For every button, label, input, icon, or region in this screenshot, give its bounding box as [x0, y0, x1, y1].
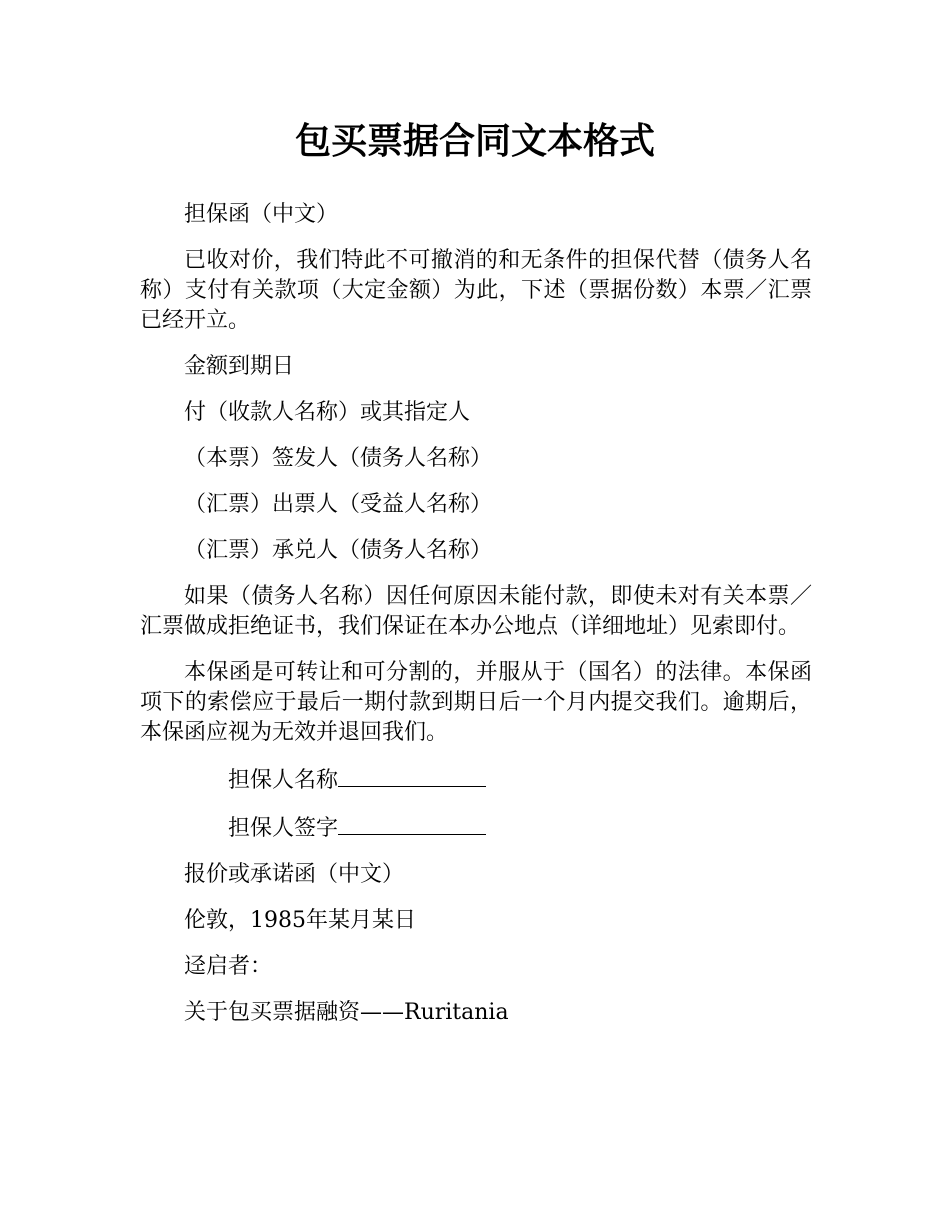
blank-line — [338, 764, 486, 787]
document-body — [140, 200, 812, 1044]
paragraph-date-line: 伦敦，1985年某月某日 — [184, 908, 416, 933]
paragraph-offer-letter-heading: 报价或承诺函（中文） — [184, 862, 405, 887]
paragraph-transfer-clause: 本保函是可转让和可分割的，并服从于（国名）的法律。本保函项下的索偿应于最后一期付款到期日后一个月内提交我们。逾期后，本保函应视为无效并退回我们。 — [140, 660, 812, 745]
paragraph-guarantee-statement: 已收对价，我们特此不可撤消的和无条件的担保代替（债务人名称）支付有关款项（大定金额）为此，下述（票据份数）本票／汇票已经开立。 — [140, 248, 812, 333]
signature-field-label: 担保人名称 — [228, 768, 339, 793]
signature-field-label: 担保人签字 — [228, 816, 339, 841]
paragraph-salutation: 迳启者： — [184, 954, 273, 979]
paragraph-default-clause: 如果（债务人名称）因任何原因未能付款，即使未对有关本票／汇票做成拒绝证书，我们保证在本办公地点（详细地址）见索即付。 — [140, 584, 812, 639]
paragraph-issuer: （本票）签发人（债务人名称） — [184, 446, 493, 471]
paragraph-subject-line: 关于包买票据融资——Ruritania — [184, 1000, 509, 1025]
signature-field-guarantor-signature — [140, 812, 812, 844]
paragraph-acceptor: （汇票）承兑人（债务人名称） — [184, 538, 493, 563]
document-title: 包买票据合同文本格式 — [294, 121, 655, 162]
signature-field-guarantor-name — [140, 764, 812, 796]
paragraph-guarantee-heading: 担保函（中文） — [184, 202, 339, 227]
paragraph-payee: 付（收款人名称）或其指定人 — [184, 400, 471, 425]
blank-line — [338, 812, 486, 835]
paragraph-amount-due-date: 金额到期日 — [184, 354, 295, 379]
paragraph-drawer: （汇票）出票人（受益人名称） — [184, 492, 493, 517]
